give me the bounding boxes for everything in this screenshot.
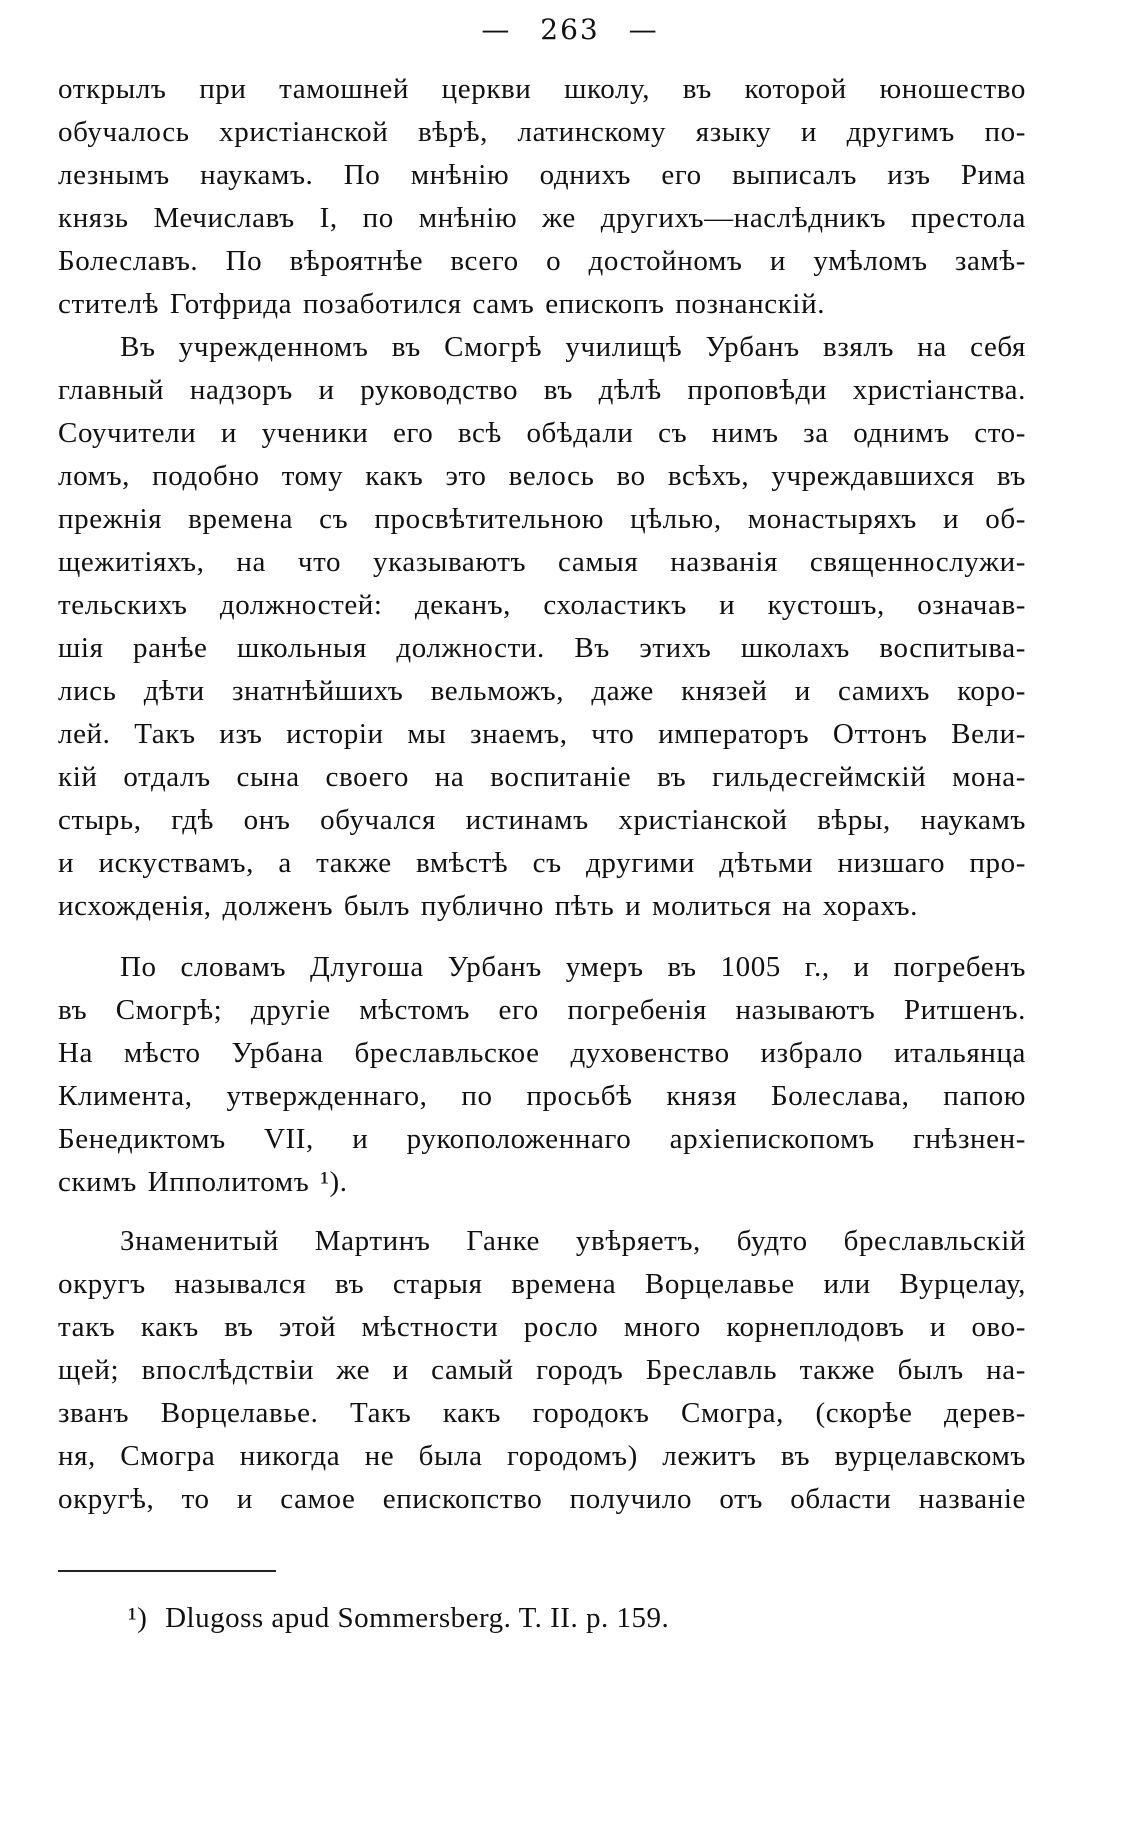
paragraph-2 xyxy=(58,326,1026,928)
text-line: стырь, гдѣ онъ обучался истинамъ христіанской вѣры, наукамъ xyxy=(58,804,1026,836)
text-line: ня, Смогра никогда не была городомъ) лежитъ въ вурцелавскомъ xyxy=(58,1440,1026,1472)
text-line: званъ Ворцелавье. Такъ какъ городокъ Смогра, (скорѣе дерев- xyxy=(58,1397,1026,1429)
text-line: князь Мечиславъ I, по мнѣнію же другихъ—наслѣдникъ престола xyxy=(58,202,1026,234)
text-line: ломъ, подобно тому какъ это велось во всѣхъ, учреждавшихся въ xyxy=(58,460,1026,492)
text-line: кій отдалъ сына своего на воспитаніе въ гильдесгеймскій мона- xyxy=(58,761,1026,793)
text-line: лезнымъ наукамъ. По мнѣнію однихъ его выписалъ изъ Рима xyxy=(58,159,1026,191)
text-line: шія ранѣе школьныя должности. Въ этихъ школахъ воспитыва- xyxy=(58,632,1026,664)
text-line: открылъ при тамошней церкви школу, въ которой юношество xyxy=(58,73,1026,105)
text-line: На мѣсто Урбана бреславльское духовенство избрало итальянца xyxy=(58,1037,1026,1069)
footnote-divider xyxy=(58,1570,276,1572)
text-line: стителѣ Готфрида позаботился самъ епископъ познанскій. xyxy=(58,288,826,320)
text-line: По словамъ Длугоша Урбанъ умеръ въ 1005 г., и погребенъ xyxy=(120,951,1026,983)
footnote xyxy=(128,1598,669,1638)
text-line: исхожденія, долженъ былъ публично пѣть и молиться на хорахъ. xyxy=(58,890,918,922)
text-line: обучалось христіанской вѣрѣ, латинскому языку и другимъ по- xyxy=(58,116,1026,148)
text-line: Климента, утвержденнаго, по просьбѣ князя Болеслава, папою xyxy=(58,1080,1026,1112)
page-number: 263 xyxy=(540,13,600,46)
text-line: Въ учрежденномъ въ Смогрѣ училищѣ Урбанъ взялъ на себя xyxy=(120,331,1026,363)
header-dash-left: — xyxy=(481,13,512,46)
text-line: лей. Такъ изъ исторіи мы знаемъ, что императоръ Оттонъ Вели- xyxy=(58,718,1026,750)
text-line: тельскихъ должностей: деканъ, схоластикъ и кустошъ, означав- xyxy=(58,589,1026,621)
text-line: лись дѣти знатнѣйшихъ вельможъ, даже князей и самихъ коро- xyxy=(58,675,1026,707)
header-dash-right: — xyxy=(628,13,659,46)
paragraph-3 xyxy=(58,946,1026,1204)
footnote-reference-line: скимъ Ипполитомъ ¹). xyxy=(58,1166,348,1198)
text-line: щежитіяхъ, на что указываютъ самыя названія священнослужи- xyxy=(58,546,1026,578)
paragraph-4 xyxy=(58,1220,1026,1521)
footnote-marker: ¹) xyxy=(128,1602,148,1634)
text-line: Болеславъ. По вѣроятнѣе всего о достойномъ и умѣломъ замѣ- xyxy=(58,245,1026,277)
text-line: щей; впослѣдствіи же и самый городъ Бреславль также былъ на- xyxy=(58,1354,1026,1386)
text-line: прежнія времена съ просвѣтительною цѣлью, монастыряхъ и об- xyxy=(58,503,1026,535)
text-line: Бенедиктомъ VII, и рукоположеннаго архіепископомъ гнѣзнен- xyxy=(58,1123,1026,1155)
page-header xyxy=(0,10,1140,50)
text-line: округѣ, то и самое епископство получило отъ области названіе xyxy=(58,1483,1026,1515)
text-line: такъ какъ въ этой мѣстности росло много корнеплодовъ и ово- xyxy=(58,1311,1026,1343)
text-line: въ Смогрѣ; другіе мѣстомъ его погребенія называютъ Ритшенъ. xyxy=(58,994,1026,1026)
text-line: и искуствамъ, а также вмѣстѣ съ другими дѣтьми низшаго про- xyxy=(58,847,1026,879)
text-line: округъ назывался въ старыя времена Ворцелавье или Вурцелау, xyxy=(58,1268,1026,1300)
paragraph-1 xyxy=(58,68,1026,326)
footnote-text: Dlugoss apud Sommersberg. T. II. p. 159. xyxy=(165,1602,670,1634)
text-line: Знаменитый Мартинъ Ганке увѣряетъ, будто бреславльскій xyxy=(120,1225,1026,1257)
text-line: Соучители и ученики его всѣ обѣдали съ нимъ за однимъ сто- xyxy=(58,417,1026,449)
text-line: главный надзоръ и руководство въ дѣлѣ проповѣди христіанства. xyxy=(58,374,1026,406)
